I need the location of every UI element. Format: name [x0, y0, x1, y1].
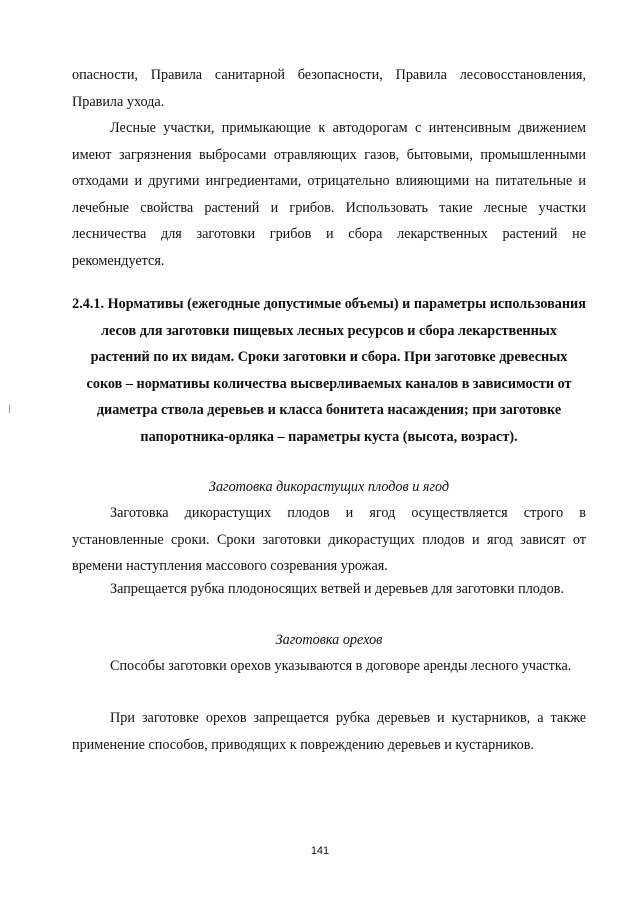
paragraph-continuation: опасности, Правила санитарной безопасности, Правила лесовосстановления, Правила ухода.	[72, 67, 586, 110]
subheading-fruits: Заготовка дикорастущих плодов и ягод	[208, 479, 450, 495]
paragraph-nuts-methods: Способы заготовки орехов указываются в договоре аренды лесного участка.	[110, 658, 572, 674]
paragraph-fruits-terms: Заготовка дикорастущих плодов и ягод осуществляется строго в установленные сроки. Сроки заготовки дикорастущих плодов и ягод зависят от времени наступления массового созревания урожая.	[72, 505, 586, 574]
paragraph-fruits-ban: Запрещается рубка плодоносящих ветвей и деревьев для заготовки плодов.	[110, 581, 565, 597]
paragraph-forest-plots: Лесные участки, примыкающие к автодорогам с интенсивным движением имеют загрязнения выбросами отравляющих газов, бытовыми, промышленными отходами и другими ингредиентами, отрицательно влияющими на питательные и лечебные свойства растений и грибов. Использовать такие лесные участки лесничества для заготовки грибов и сбора лекарственных растений не рекомендуется.	[72, 120, 586, 269]
scan-margin-mark	[9, 405, 10, 413]
section-heading: 2.4.1. Нормативы (ежегодные допустимые объемы) и параметры использования лесов для заготовки пищевых лесных ресурсов и сбора лекарственных растений по их видам. Сроки заготовки и сбора. При заготовке древесных соков – нормативы количества высверливаемых каналов в зависимости от диаметра ствола деревьев и класса бонитета насаждения; при заготовке папоротника-орляка – параметры куста (высота, возраст).	[72, 296, 586, 445]
page-number: 141	[310, 845, 330, 857]
subheading-nuts: Заготовка орехов	[275, 632, 383, 648]
paragraph-nuts-ban: При заготовке орехов запрещается рубка деревьев и кустарников, а также применение способов, приводящих к повреждению деревьев и кустарников.	[72, 710, 586, 753]
